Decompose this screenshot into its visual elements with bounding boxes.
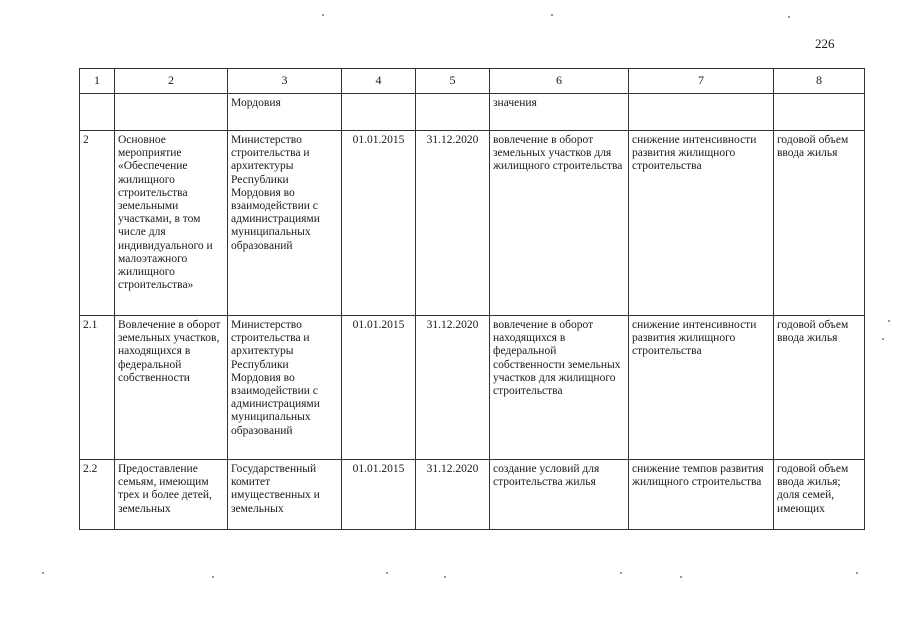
header-cell: 5 xyxy=(416,69,490,94)
table-cell xyxy=(416,94,490,131)
expected-result: вовлечение в оборот находящихся в федеральной собственности земельных участков для жилищного строительства xyxy=(490,316,629,460)
table-cell: значения xyxy=(490,94,629,131)
scan-speck xyxy=(444,576,446,578)
row-number: 2.2 xyxy=(80,460,115,530)
executor: Государственный комитет имущественных и земельных xyxy=(228,460,342,530)
header-cell: 1 xyxy=(80,69,115,94)
end-date: 31.12.2020 xyxy=(416,316,490,460)
table-cell xyxy=(115,94,228,131)
header-cell: 8 xyxy=(774,69,865,94)
scan-speck xyxy=(322,14,324,16)
measure-name: Основное мероприятие «Обеспечение жилищного строительства земельными участками, в том числе для индивидуального и малоэтажного жилищного строительства» xyxy=(115,131,228,316)
indicator: годовой объем ввода жилья xyxy=(774,316,865,460)
table-cell xyxy=(774,94,865,131)
header-cell: 6 xyxy=(490,69,629,94)
table-cell xyxy=(629,94,774,131)
consequence: снижение интенсивности развития жилищного строительства xyxy=(629,316,774,460)
page-number: 226 xyxy=(815,36,835,51)
scan-speck xyxy=(882,338,884,340)
end-date: 31.12.2020 xyxy=(416,131,490,316)
scan-speck xyxy=(788,16,790,18)
expected-result: создание условий для строительства жилья xyxy=(490,460,629,530)
header-cell: 7 xyxy=(629,69,774,94)
indicator: годовой объем ввода жилья xyxy=(774,131,865,316)
header-cell: 3 xyxy=(228,69,342,94)
scan-speck xyxy=(620,572,622,574)
table-cell xyxy=(80,94,115,131)
scan-speck xyxy=(386,572,388,574)
executor: Министерство строительства и архитектуры Республики Мордовия во взаимодействии с администрациями муниципальных образований xyxy=(228,316,342,460)
scan-speck xyxy=(42,572,44,574)
start-date: 01.01.2015 xyxy=(342,131,416,316)
measures-table xyxy=(79,68,865,530)
executor: Министерство строительства и архитектуры Республики Мордовия во взаимодействии с администрациями муниципальных образований xyxy=(228,131,342,316)
table-row xyxy=(80,131,865,316)
header-cell: 2 xyxy=(115,69,228,94)
indicator: годовой объем ввода жилья; доля семей, имеющих xyxy=(774,460,865,530)
row-number: 2 xyxy=(80,131,115,316)
scan-speck xyxy=(212,576,214,578)
table-cell xyxy=(342,94,416,131)
consequence: снижение интенсивности развития жилищного строительства xyxy=(629,131,774,316)
start-date: 01.01.2015 xyxy=(342,316,416,460)
header-cell: 4 xyxy=(342,69,416,94)
scan-speck xyxy=(551,14,553,16)
measure-name: Вовлечение в оборот земельных участков, находящихся в федеральной собственности xyxy=(115,316,228,460)
consequence: снижение темпов развития жилищного строительства xyxy=(629,460,774,530)
table-row xyxy=(80,460,865,530)
measure-name: Предоставление семьям, имеющим трех и более детей, земельных xyxy=(115,460,228,530)
scan-speck xyxy=(856,572,858,574)
scan-speck xyxy=(888,320,890,322)
table-row xyxy=(80,316,865,460)
end-date: 31.12.2020 xyxy=(416,460,490,530)
table-cell: Мордовия xyxy=(228,94,342,131)
table-header-row xyxy=(80,69,865,94)
expected-result: вовлечение в оборот земельных участков для жилищного строительства xyxy=(490,131,629,316)
scan-speck xyxy=(680,576,682,578)
start-date: 01.01.2015 xyxy=(342,460,416,530)
row-number: 2.1 xyxy=(80,316,115,460)
continuation-row xyxy=(80,94,865,131)
